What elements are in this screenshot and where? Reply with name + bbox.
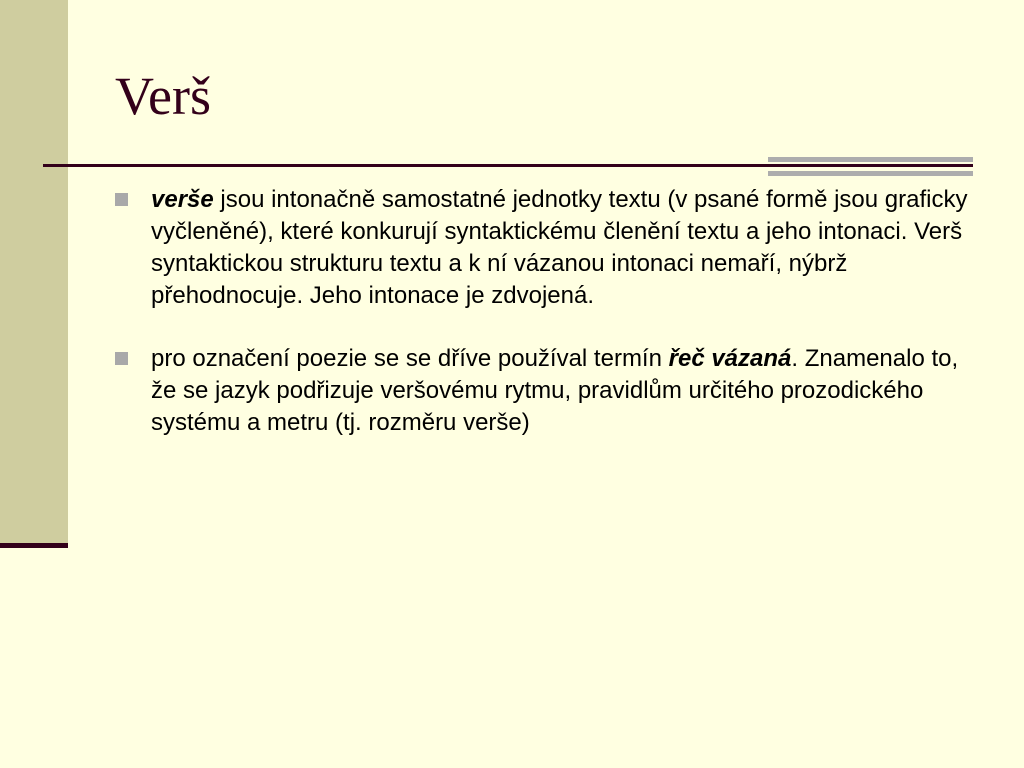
bullet-text-before: pro označení poezie se se dříve používal termín	[151, 345, 669, 372]
square-bullet-icon	[115, 193, 128, 206]
square-bullet-icon	[115, 352, 128, 365]
bullet-term: verše	[151, 186, 214, 213]
title-rule-gray-bar-bottom	[768, 171, 973, 176]
bullet-text-after: . Znamenalo to, že se jazyk podřizuje veršovému rytmu, pravidlům určitého prozodického systému a metru (tj. rozměru verše)	[151, 345, 959, 436]
title-rule-line	[43, 164, 973, 167]
side-accent-line	[0, 543, 68, 548]
bullet-item-verse-definition	[115, 184, 975, 312]
side-decorative-band	[0, 0, 68, 545]
slide-content	[115, 184, 975, 470]
title-rule-gray-bar-top	[768, 157, 973, 162]
slide-title: Verš	[115, 66, 211, 126]
bullet-term: řeč vázaná	[668, 345, 792, 372]
bullet-item-bound-speech	[115, 343, 975, 439]
bullet-text: jsou intonačně samostatné jednotky textu (v psané formě jsou graficky vyčleněné), které konkurují syntaktickému členění textu a jeho intonaci. Verš syntaktickou strukturu textu a k ní vázanou intonaci nemaří, nýbrž přehodnocuje. Jeho intonace je zdvojená.	[151, 186, 968, 309]
